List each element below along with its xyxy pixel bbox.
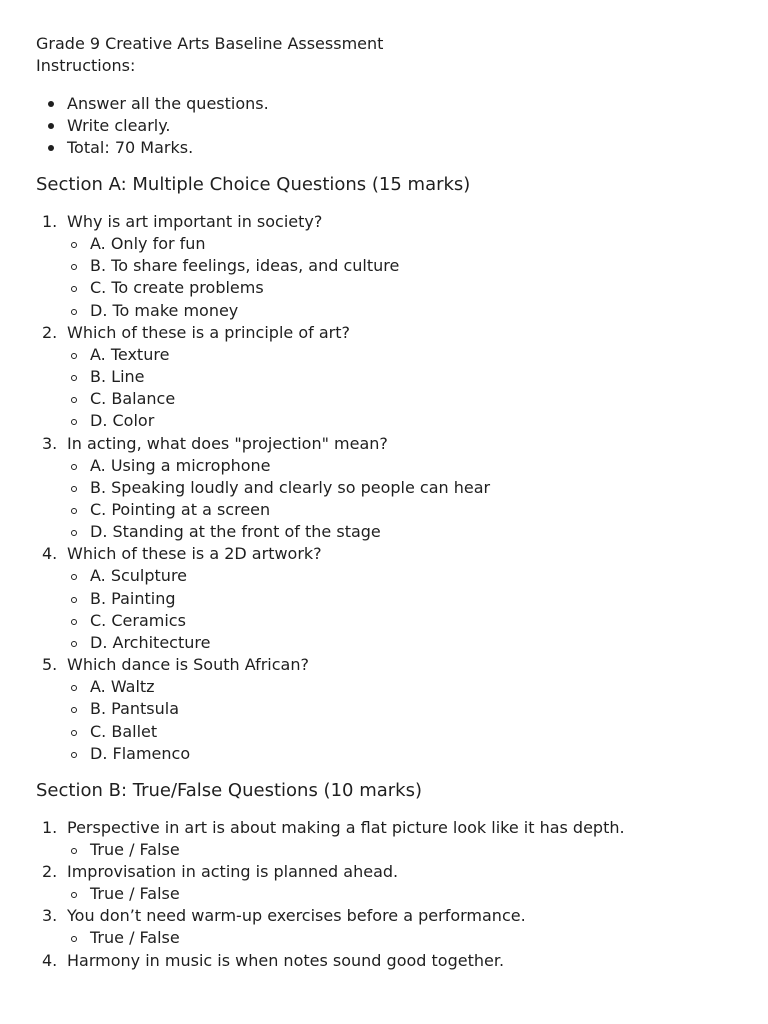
section-heading: Section B: True/False Questions (10 marks) xyxy=(36,780,422,802)
bullet-icon xyxy=(48,101,54,107)
option-list xyxy=(36,455,736,544)
document-title: Grade 9 Creative Arts Baseline Assessment xyxy=(36,34,384,53)
option-list xyxy=(36,565,736,654)
hollow-bullet-icon xyxy=(71,597,77,603)
hollow-bullet-icon xyxy=(71,264,77,270)
hollow-bullet-icon xyxy=(71,353,77,359)
question-number: 3. xyxy=(42,906,58,926)
option-text: C. To create problems xyxy=(90,278,264,298)
question-number: 2. xyxy=(42,322,58,342)
option-text: B. To share feelings, ideas, and culture xyxy=(90,256,400,276)
option-text: B. Painting xyxy=(90,588,176,608)
question-text: Perspective in art is about making a flat picture look like it has depth. xyxy=(67,818,625,838)
option-item xyxy=(36,455,736,477)
question-list xyxy=(36,817,736,972)
question-text: Why is art important in society? xyxy=(67,212,323,231)
question-text: Which dance is South African? xyxy=(67,655,309,675)
hollow-bullet-icon xyxy=(71,848,77,854)
hollow-bullet-icon xyxy=(71,242,77,248)
option-text: True / False xyxy=(90,928,180,948)
option-text: D. Flamenco xyxy=(90,743,191,763)
question-text: In acting, what does "projection" mean? xyxy=(67,433,388,453)
question-row xyxy=(36,950,736,972)
question-number: 4. xyxy=(42,950,58,970)
option-item xyxy=(36,743,736,765)
question-item xyxy=(36,905,736,949)
question-item xyxy=(36,433,736,544)
option-text: A. Texture xyxy=(90,344,170,364)
option-text: C. Pointing at a screen xyxy=(90,500,271,520)
hollow-bullet-icon xyxy=(71,508,77,514)
question-text: You don’t need warm-up exercises before a performance. xyxy=(67,906,526,926)
question-item xyxy=(36,861,736,905)
instructions-list xyxy=(36,93,736,159)
hollow-bullet-icon xyxy=(71,892,77,898)
hollow-bullet-icon xyxy=(71,619,77,625)
option-item xyxy=(36,300,736,322)
instructions-label: Instructions: xyxy=(36,56,136,75)
option-item xyxy=(36,410,736,432)
option-item xyxy=(36,277,736,299)
option-text: A. Using a microphone xyxy=(90,455,271,475)
instruction-item: Answer all the questions. xyxy=(36,93,736,115)
hollow-bullet-icon xyxy=(71,397,77,403)
option-item xyxy=(36,927,736,949)
hollow-bullet-icon xyxy=(71,641,77,647)
option-text: D. To make money xyxy=(90,300,239,320)
option-item xyxy=(36,632,736,654)
question-number: 1. xyxy=(42,212,58,231)
option-item xyxy=(36,565,736,587)
question-row xyxy=(36,861,736,883)
hollow-bullet-icon xyxy=(71,936,77,942)
option-item xyxy=(36,721,736,743)
option-item xyxy=(36,233,736,255)
option-item xyxy=(36,499,736,521)
question-number: 1. xyxy=(42,818,58,838)
question-text: Improvisation in acting is planned ahead. xyxy=(67,862,399,882)
option-text: True / False xyxy=(90,840,180,860)
question-row xyxy=(36,905,736,927)
option-text: C. Ceramics xyxy=(90,610,186,630)
question-item xyxy=(36,543,736,654)
hollow-bullet-icon xyxy=(71,752,77,758)
hollow-bullet-icon xyxy=(71,486,77,492)
option-text: C. Ballet xyxy=(90,721,158,741)
option-list xyxy=(36,344,736,433)
hollow-bullet-icon xyxy=(71,419,77,425)
hollow-bullet-icon xyxy=(71,530,77,536)
question-number: 4. xyxy=(42,544,58,564)
option-list xyxy=(36,676,736,765)
instruction-item: Total: 70 Marks. xyxy=(36,137,736,159)
question-row xyxy=(36,654,736,676)
option-item xyxy=(36,676,736,698)
instruction-item: Write clearly. xyxy=(36,115,736,137)
section-heading: Section A: Multiple Choice Questions (15 marks) xyxy=(36,174,471,195)
option-text: A. Waltz xyxy=(90,677,155,697)
option-item xyxy=(36,610,736,632)
question-row xyxy=(36,322,736,344)
option-text: B. Pantsula xyxy=(90,699,180,719)
hollow-bullet-icon xyxy=(71,464,77,470)
option-list xyxy=(36,927,736,949)
question-number: 3. xyxy=(42,433,58,453)
question-item xyxy=(36,817,736,861)
document-page xyxy=(36,33,736,972)
option-list xyxy=(36,883,736,905)
question-item xyxy=(36,950,736,972)
sections-container xyxy=(36,173,736,972)
option-text: A. Sculpture xyxy=(90,566,188,586)
question-number: 2. xyxy=(42,862,58,882)
question-row xyxy=(36,543,736,565)
question-text: Which of these is a principle of art? xyxy=(67,322,350,342)
option-item xyxy=(36,255,736,277)
question-row xyxy=(36,433,736,455)
hollow-bullet-icon xyxy=(71,375,77,381)
option-text: D. Standing at the front of the stage xyxy=(90,522,381,542)
hollow-bullet-icon xyxy=(71,286,77,292)
question-item xyxy=(36,322,736,433)
hollow-bullet-icon xyxy=(71,309,77,315)
option-item xyxy=(36,588,736,610)
bullet-icon xyxy=(48,145,54,151)
hollow-bullet-icon xyxy=(71,730,77,736)
option-item xyxy=(36,883,736,905)
question-text: Harmony in music is when notes sound good together. xyxy=(67,950,505,970)
option-list xyxy=(36,839,736,861)
option-item xyxy=(36,477,736,499)
option-item xyxy=(36,366,736,388)
option-item xyxy=(36,698,736,720)
option-item xyxy=(36,521,736,543)
option-text: B. Speaking loudly and clearly so people can hear xyxy=(90,477,491,497)
option-text: A. Only for fun xyxy=(90,234,206,253)
bullet-icon xyxy=(48,123,54,129)
option-text: B. Line xyxy=(90,367,145,387)
question-item xyxy=(36,211,736,322)
option-item xyxy=(36,388,736,410)
question-text: Which of these is a 2D artwork? xyxy=(67,544,322,564)
option-text: C. Balance xyxy=(90,389,176,409)
option-list xyxy=(36,233,736,322)
option-text: True / False xyxy=(90,884,180,904)
option-text: D. Architecture xyxy=(90,633,211,653)
question-item xyxy=(36,654,736,765)
question-row xyxy=(36,817,736,839)
option-item xyxy=(36,839,736,861)
hollow-bullet-icon xyxy=(71,685,77,691)
option-item xyxy=(36,344,736,366)
question-row xyxy=(36,211,736,233)
question-list xyxy=(36,211,736,765)
option-text: D. Color xyxy=(90,411,155,431)
hollow-bullet-icon xyxy=(71,707,77,713)
question-number: 5. xyxy=(42,655,58,675)
hollow-bullet-icon xyxy=(71,574,77,580)
